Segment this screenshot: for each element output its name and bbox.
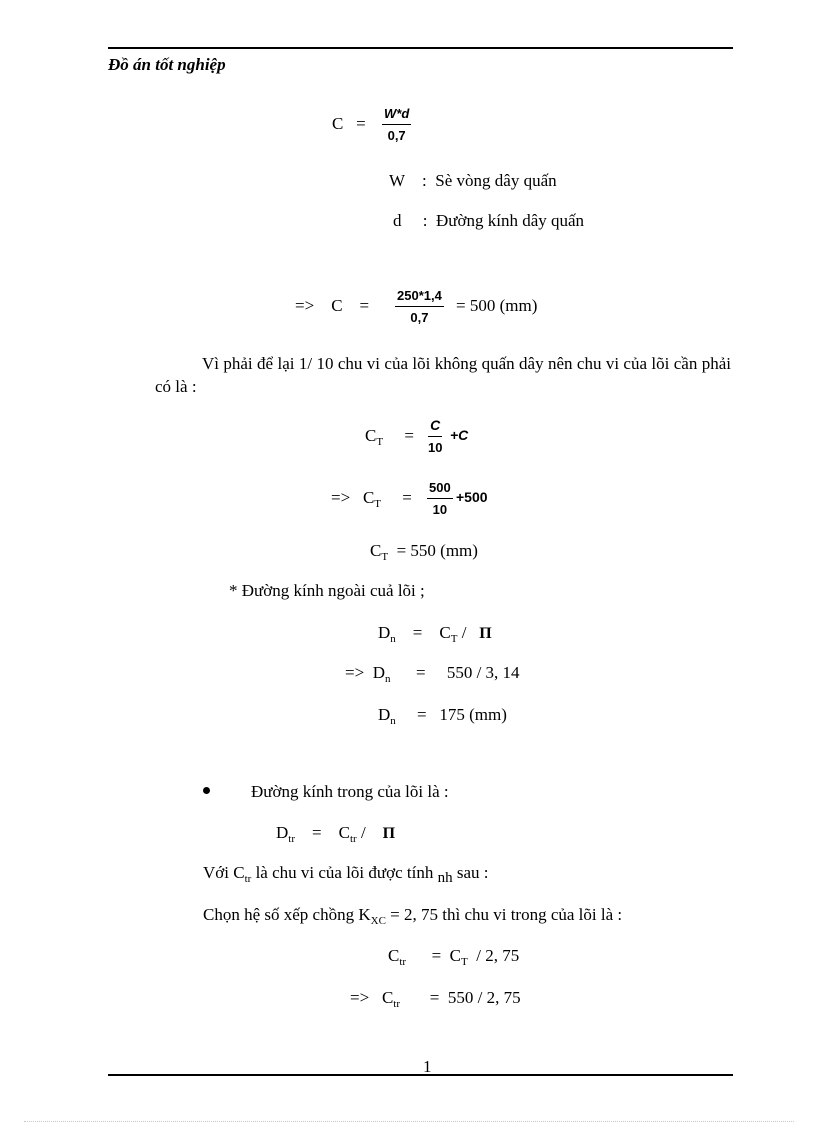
page-number: 1	[423, 1057, 432, 1076]
eq10: $C_{tr}$ = $C_T / 2$, 75	[388, 946, 520, 968]
eq4-rhs: +500	[456, 489, 488, 505]
bullet-icon	[203, 787, 210, 794]
eq6: $D_n$ = $C_T$ / Π	[378, 623, 492, 645]
def-d: d : Đường kính dây quấn	[393, 211, 585, 230]
eq4-numerator: 500	[427, 480, 453, 499]
eq1-numerator: W*d	[382, 106, 411, 125]
eq3-denominator: 10	[428, 440, 443, 455]
eq2-denominator: 0,7	[410, 310, 429, 325]
eq4-lhs: => $C_T$ =	[331, 488, 412, 510]
footer-rule	[108, 1074, 733, 1076]
eq2-rhs: = 500 (mm)	[456, 296, 538, 315]
def-w: W : Sè vòng dây quấn	[389, 171, 557, 190]
header-rule	[108, 47, 733, 49]
heading-outer-diameter: * Đường kính ngoài cuả lõi ;	[229, 581, 425, 600]
eq11: => $C_{tr}$ = 550 / 2, 75	[350, 988, 521, 1010]
eq2-numerator: 250*1,4	[395, 288, 444, 307]
eq2-fraction	[395, 288, 444, 325]
eq1-lhs: C =	[332, 114, 366, 133]
eq3-lhs: $C_T$ =	[365, 426, 414, 448]
eq1-fraction	[382, 106, 411, 143]
eq3-rhs: +C	[450, 427, 469, 443]
eq4-fraction	[427, 480, 453, 517]
eq9: $D_{tr}$ = $C_{tr}$ / Π	[276, 823, 396, 845]
eq7: => $D_n$ = 550 / 3, 14	[345, 663, 520, 685]
paragraph-1: Vì phải để lại 1/ 10 chu vi của lõi không quấn dây nên chu vi của lõi cần phải có là :	[155, 354, 731, 396]
eq3-fraction	[428, 417, 442, 455]
eq4-denominator: 10	[432, 502, 448, 517]
bullet-inner-diameter: Đường kính trong của lõi là :	[251, 782, 449, 801]
eq2-lhs: => C =	[295, 296, 370, 315]
pi-symbol: Π	[382, 825, 396, 842]
page-edge-divider	[24, 1121, 794, 1122]
eq3-numerator: C	[428, 417, 442, 437]
text-line-1: Với $C_{tr}$ là chu vi của lõi được tính nh sau :	[203, 863, 489, 886]
eq1-denominator: 0,7	[387, 128, 406, 143]
eq5: $C_T = 550$ (mm)	[370, 541, 478, 563]
header-title: Đồ án tốt nghiệp	[108, 55, 226, 74]
eq8: $D_n$ = 175 (mm)	[378, 705, 507, 727]
text-line-2: Chọn hệ số xếp chồng $K_{XC} = 2$, 75 thì chu vi trong của lõi là :	[203, 905, 623, 927]
pi-symbol: Π	[479, 625, 492, 642]
